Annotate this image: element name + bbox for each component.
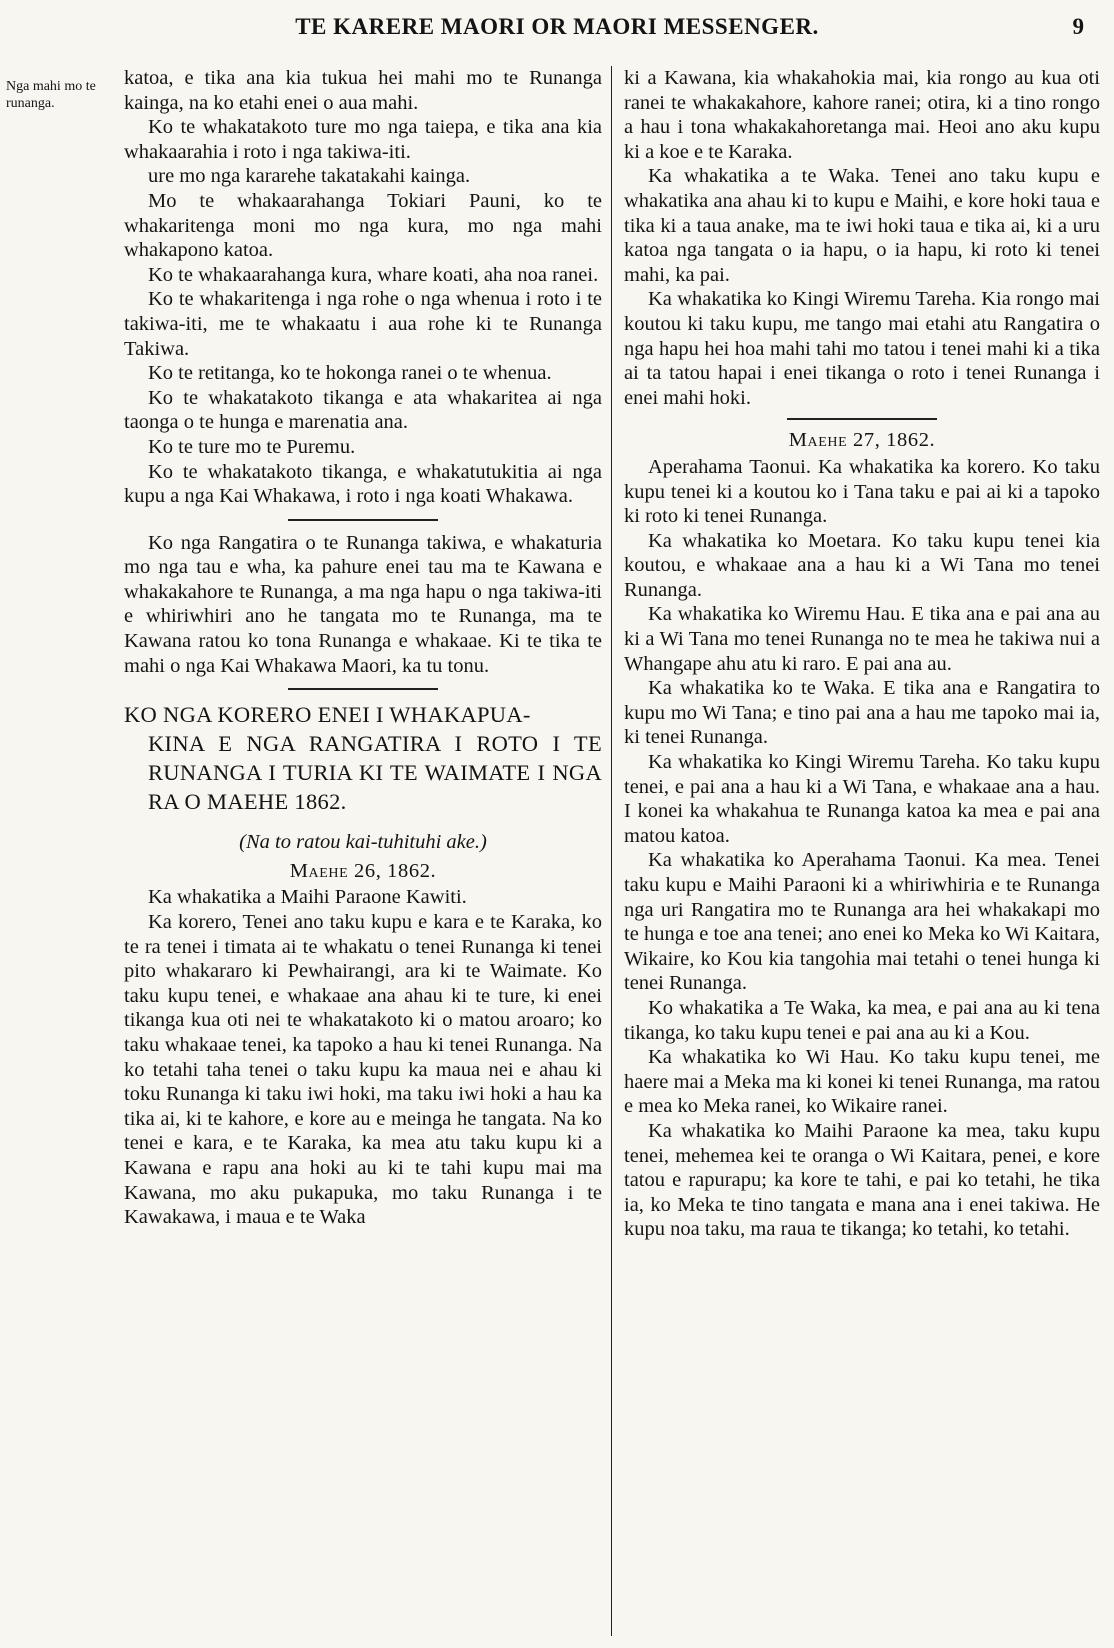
dateline: Maehe 27, 1862. xyxy=(788,429,936,452)
paragraph: ki a Kawana, kia whakahokia mai, kia rongo au kua oti ranei te whakakahore, kahore ranei; otira, ki a tino rongo a hau i tona whakakahoretanga mai. Heoi ano aku kupu ki a koe e te Karaka. xyxy=(624,67,1100,163)
paragraph: ure mo nga kararehe takatakahi kainga. xyxy=(148,165,471,188)
paragraph: katoa, e tika ana kia tukua hei mahi mo te Runanga kainga, na ko etahi enei o aua mahi. xyxy=(124,67,602,114)
newspaper-title: TE KARERE MAORI OR MAORI MESSENGER. xyxy=(295,14,819,39)
section-divider xyxy=(787,418,937,420)
dateline: Maehe 26, 1862. xyxy=(289,859,437,882)
paragraph: Ko te whakatakoto tikanga e ata whakaritea ai nga taonga o te hunga e marenatia ana. xyxy=(124,386,602,434)
paragraph: Ko te retitanga, ko te hokonga ranei o te whenua. xyxy=(148,362,552,385)
paragraph: Ka whakatika ko Kingi Wiremu Tareha. Ko taku kupu tenei, e pai ana a hau ki a Wi Tana, e whakaae ana a hau. I konei ka whakahua te Runanga katoa ka mea e pai ana matou katoa. xyxy=(624,751,1100,847)
paragraph: Ko te whakatakoto ture mo nga taiepa, e tika ana kia whakaarahia i roto i nga takiwa-iti. xyxy=(124,116,602,163)
paragraph: Ka whakatika ko Kingi Wiremu Tareha. Kia rongo mai koutou ki taku kupu, me tango mai etahi atu Rangatira o nga hapu hei hoa mahi tahi mo tatou i tenei mahi ki a tika ai ta tatou hapai i enei tikanga o roto i tenei Runanga i enei mahi hoki. xyxy=(624,288,1100,409)
page-number: 9 xyxy=(1072,14,1084,39)
paragraph: Ko te whakaritenga i nga rohe o nga whenua i roto i te takiwa-iti, me te whakaatu i aua rohe ki te Runanga Takiwa. xyxy=(124,288,602,360)
section-divider xyxy=(288,519,438,521)
paragraph: Ka whakatika ko Wi Hau. Ko taku kupu tenei, me haere mai a Meka ma ki konei ki tenei Runanga, ma ratou e mea ko Meka ranei, ko Wikaire ranei. xyxy=(624,1046,1100,1118)
paragraph: Ko te ture mo te Puremu. xyxy=(148,435,356,458)
heading-line: KINA E NGA RANGATIRA I ROTO I TE RUNANGA I TURIA KI TE WAIMATE I NGA RA O MAEHE 1862. xyxy=(148,731,602,815)
paragraph: Ko nga Rangatira o te Runanga takiwa, e whakaturia mo nga tau e wha, ka pahure enei tau ma te Kawana e whakakahore te Runanga, a ma nga hapu o nga takiwa-iti e whiriwhiri ano he tangata mo te Runanga, ma te Kawana ratou ko tona Runanga e whakaae. Ki te tika te mahi o nga Kai Whakawa Maori, ka tu tonu. xyxy=(124,531,602,677)
paragraph: Ka whakatika ko Wiremu Hau. E tika ana e pai ana au ki a Wi Tana mo tenei Runanga no te mea he takiwa nui a Whangape ahu atu ki raro. E pai ana au. xyxy=(624,603,1100,675)
paragraph: Ka korero, Tenei ano taku kupu e kara e te Karaka, ko te ra tenei i timata ai te whakatu o tenei Runanga ki tenei pito whakararo ki Pewhairangi, ara ki te Waimate. Ko taku kupu tenei, e whakaae ana ahau ki te ture, ki enei tikanga kua oti nei te whakatakoto ki o matou aroaro; ko taku whakaae tenei, ka tapoko a hau ki tenei Runanga. Na ko tetahi taha tenei o taku kupu ka maua nei e ahau ki toku Runanga ki taku iwi hoki, ma taku iwi hoki a hau ka tika ai, ki te kahore, e kore au e meinga he tangata. Na ko tenei e kara, e te Karaka, ka mea atu taku kupu ki a Kawana e rapu ana hoki au ki te tahi kupu mai ma Kawana, mo aku pukapuka, mo taku Runanga i te Kawakawa, i maua e te Waka xyxy=(124,911,602,1229)
paragraph: Ka whakatika a Maihi Paraone Kawiti. xyxy=(148,886,467,909)
editorial-note: (Na to ratou kai-tuhituhi ake.) xyxy=(239,831,487,854)
paragraph: Ko te whakatakoto tikanga, e whakatutukitia ai nga kupu a nga Kai Whakawa, i roto i nga koati Whakawa. xyxy=(124,460,602,508)
paragraph: Ka whakatika ko Moetara. Ko taku kupu tenei kia koutou, e whakaae ana a hau ki a Wi Tana mo tenei Runanga. xyxy=(624,529,1100,601)
page-header xyxy=(0,14,1114,44)
paragraph: Ka whakatika ko Maihi Paraone ka mea, taku kupu tenei, mehemea kei te oranga o Wi Kaitara, penei, e kore tatou e rapurapu; ka kore te tahi, e pai ko tetahi, he tika ia, ko Meka te tino tangata e mana ana i enei takiwa. He kupu noa taku, ma raua te tikanga; ko tetahi, ko tetahi. xyxy=(624,1119,1100,1241)
heading-line: KO NGA KORERO ENEI I WHAKAPUA- xyxy=(124,702,531,728)
paragraph: Ko whakatika a Te Waka, ka mea, e pai ana au ki tena tikanga, ko taku kupu tenei e pai ana au ki a Kou. xyxy=(624,996,1100,1044)
paragraph: Ka whakatika ko te Waka. E tika ana e Rangatira to kupu mo Wi Tana; e tino pai ana a hau me tapoko mai ia, ki tenei Runanga. xyxy=(624,677,1100,749)
paragraph: Mo te whakaarahanga Tokiari Pauni, ko te whakaritenga moni mo nga kura, mo nga mahi whakapono katoa. xyxy=(124,189,602,262)
paragraph: Ko te whakaarahanga kura, whare koati, aha noa ranei. xyxy=(148,263,599,286)
paragraph: Ka whakatika a te Waka. Tenei ano taku kupu e whakatika ana ahau ki to kupu e Maihi, e kore hoki taua e tika ki a taua anake, ma te iwi hoki taua e tika ai, ki a uru katoa nga tangata o ia hapu, o ia hapu, ki roto ki tenei mahi, ka pai. xyxy=(624,165,1100,286)
paragraph: Ka whakatika ko Aperahama Taonui. Ka mea. Tenei taku kupu e Maihi Paraoni ki a whiriwhiria e te Runanga nga uri Rangatira mo te Runanga ara hei whakakapi mo te hunga e toe ana tenei; ano enei ko Meka ko Wi Kaitara, Wikaire, ko Kou kia tangohia mai tetahi o tenei hunga ki tenei Runanga. xyxy=(624,849,1100,995)
left-column xyxy=(124,66,602,1230)
paragraph: Aperahama Taonui. Ka whakatika ka korero. Ko taku kupu tenei ki a koutou ko i Tana taku e pai ai ki a tapoko ki roto ki tenei Runanga. xyxy=(624,455,1100,528)
column-rule xyxy=(611,66,612,1636)
right-column xyxy=(624,66,1100,1242)
section-divider xyxy=(288,688,438,690)
section-heading xyxy=(124,700,602,816)
margin-note: Nga mahi mo te runanga. xyxy=(6,79,96,111)
